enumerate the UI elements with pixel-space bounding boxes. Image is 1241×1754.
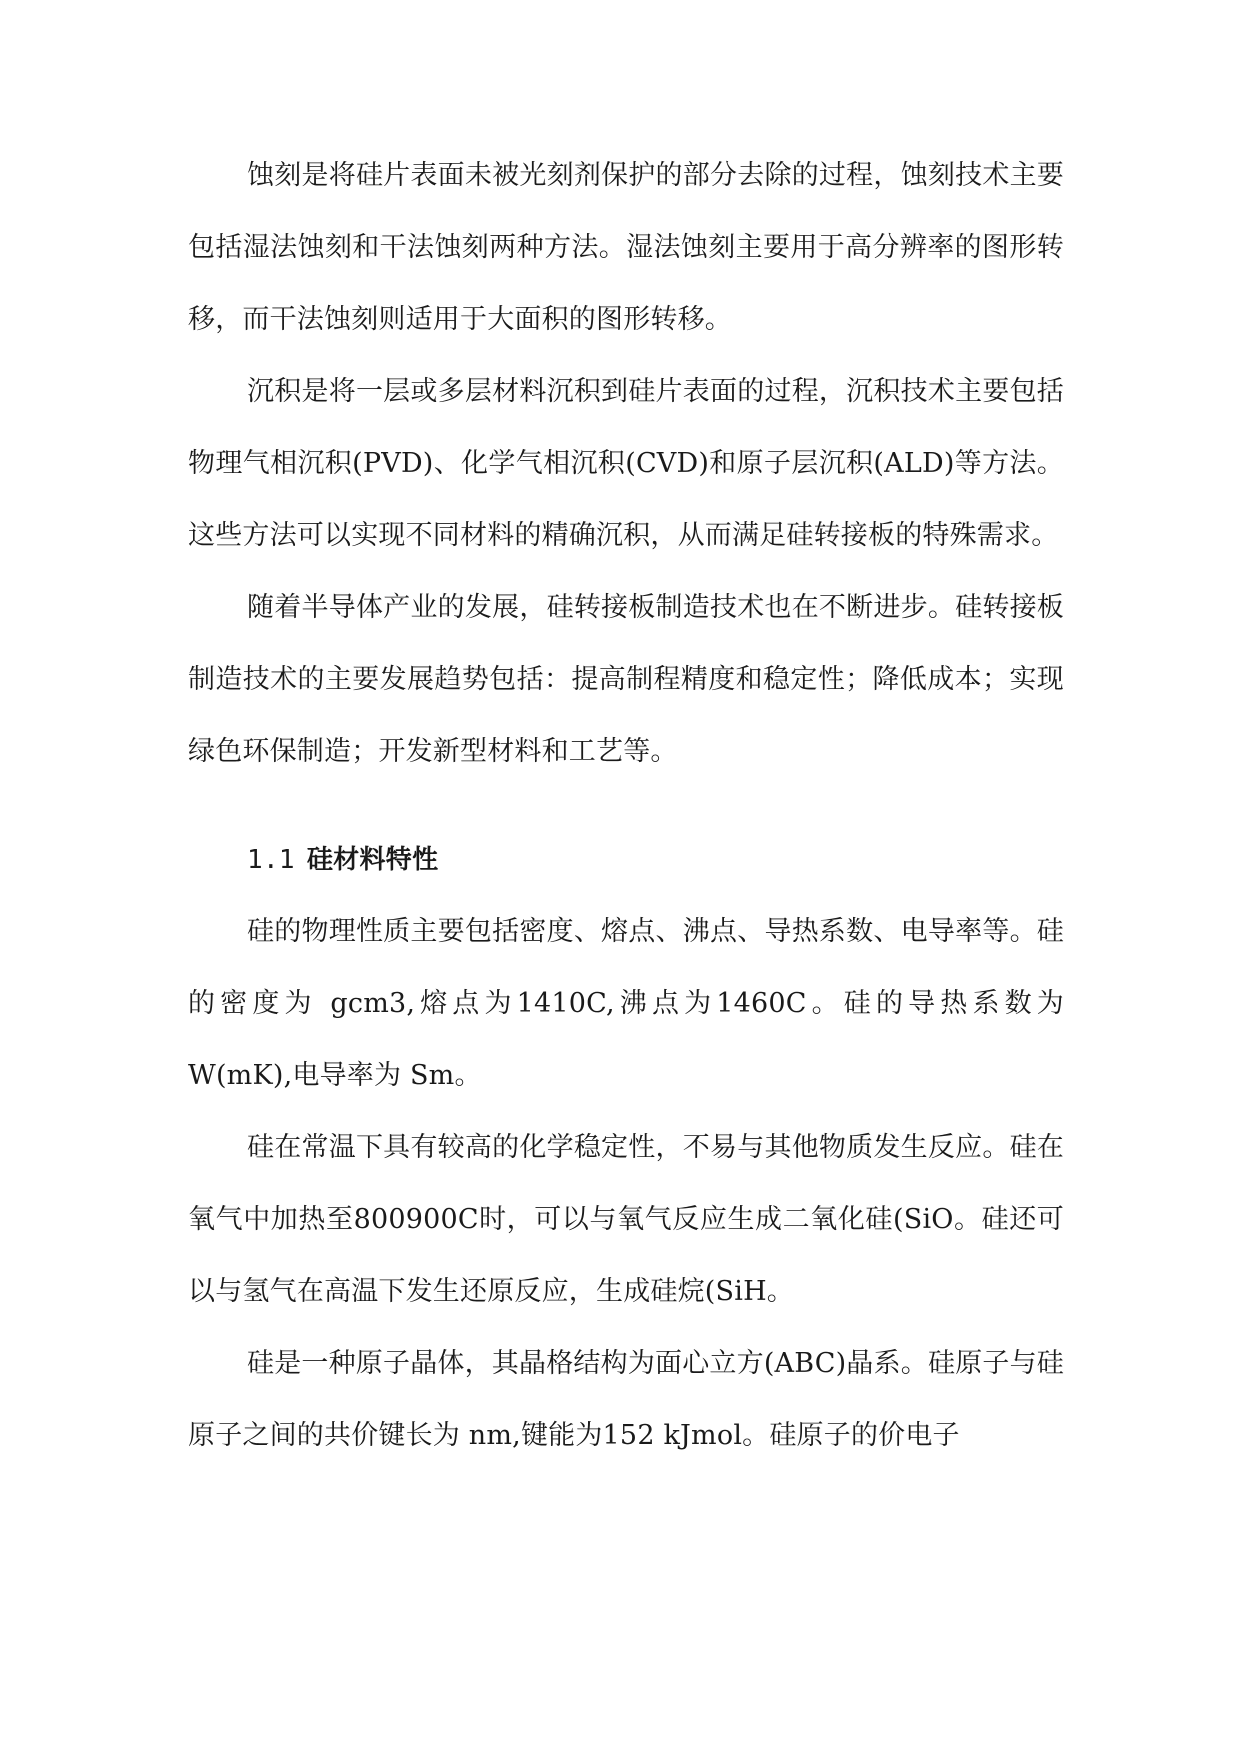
section-title: 硅材料特性	[306, 845, 439, 875]
section-heading	[188, 824, 1064, 896]
paragraph-etching: 蚀刻是将硅片表面未被光刻剂保护的部分去除的过程，蚀刻技术主要包括湿法蚀刻和干法蚀刻两种方法。湿法蚀刻主要用于高分辨率的图形转移，而干法蚀刻则适用于大面积的图形转移。	[188, 160, 1064, 335]
paragraph-crystal-structure: 硅是一种原子晶体，其晶格结构为面心立方(ABC)晶系。硅原子与硅原子之间的共价键长为 nm,键能为152 kJmol。硅原子的价电子	[188, 1348, 1064, 1451]
paragraph-chemical-properties: 硅在常温下具有较高的化学稳定性，不易与其他物质发生反应。硅在氧气中加热至800900C时，可以与氧气反应生成二氧化硅(SiO。硅还可以与氢气在高温下发生还原反应，生成硅烷(SiH。	[188, 1132, 1064, 1307]
paragraph-physical-properties: 硅的物理性质主要包括密度、熔点、沸点、导热系数、电导率等。硅的密度为 gcm3,熔点为1410C,沸点为1460C。硅的导热系数为W(mK),电导率为 Sm。	[188, 916, 1064, 1091]
paragraph-deposition: 沉积是将一层或多层材料沉积到硅片表面的过程，沉积技术主要包括物理气相沉积(PVD)、化学气相沉积(CVD)和原子层沉积(ALD)等方法。这些方法可以实现不同材料的精确沉积，从而满足硅转接板的特殊需求。	[188, 376, 1064, 551]
section-number: 1.1	[247, 845, 295, 875]
document-body	[188, 140, 1064, 1472]
paragraph-trends: 随着半导体产业的发展，硅转接板制造技术也在不断进步。硅转接板制造技术的主要发展趋势包括：提高制程精度和稳定性；降低成本；实现绿色环保制造；开发新型材料和工艺等。	[188, 592, 1064, 767]
